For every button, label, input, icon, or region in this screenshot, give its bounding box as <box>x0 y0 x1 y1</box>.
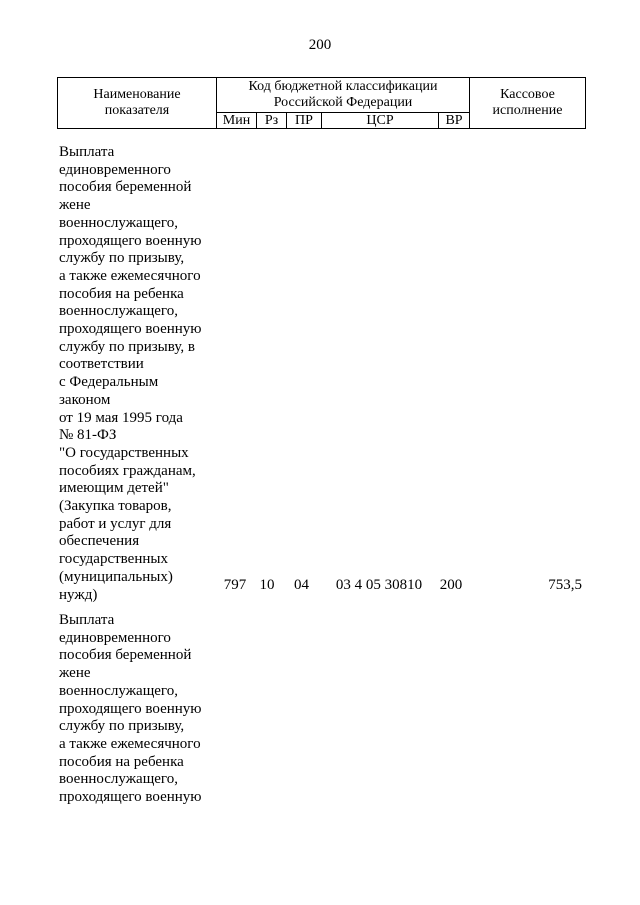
row-name: Выплата единовременного пособия беременной жене военнослужащего, проходящего военную службу по призыву, а также ежемесячного пособия на ребенка военнослужащего, проходящего военную <box>59 612 202 806</box>
page-number: 200 <box>308 37 332 53</box>
column-group-budget-code: Код бюджетной классификации Российской Федерации <box>217 78 470 113</box>
column-header-vr: ВР <box>439 113 470 129</box>
cell-pr: 04 <box>294 577 309 593</box>
cell-rz: 10 <box>259 577 275 593</box>
column-header-rz: Рз <box>257 113 287 129</box>
column-header-name: Наименование показателя <box>58 78 217 129</box>
cell-amount: 753,5 <box>548 577 582 593</box>
table-header <box>57 77 586 129</box>
cell-csr: 03 4 05 30810 <box>335 577 423 593</box>
column-header-pr: ПР <box>287 113 322 129</box>
cell-min: 797 <box>223 577 247 593</box>
column-header-csr: ЦСР <box>322 113 439 129</box>
table-row <box>59 612 229 807</box>
row-name: Выплата единовременного пособия беременной жене военнослужащего, проходящего военную службу по призыву, а также ежемесячного пособия на ребенка военнослужащего, проходящего военную службу по призыву, в соответствии с Федеральным законом от 19 мая 1995 года № 81-ФЗ "О государственных пособиях гражданам, имеющим детей" (Закупка товаров, работ и услуг для обеспечения государственных (муниципальных) нужд) <box>59 144 202 603</box>
table-row <box>59 144 229 604</box>
column-header-execution: Кассовое исполнение <box>470 78 586 129</box>
cell-vr: 200 <box>439 577 463 593</box>
column-header-min: Мин <box>217 113 257 129</box>
